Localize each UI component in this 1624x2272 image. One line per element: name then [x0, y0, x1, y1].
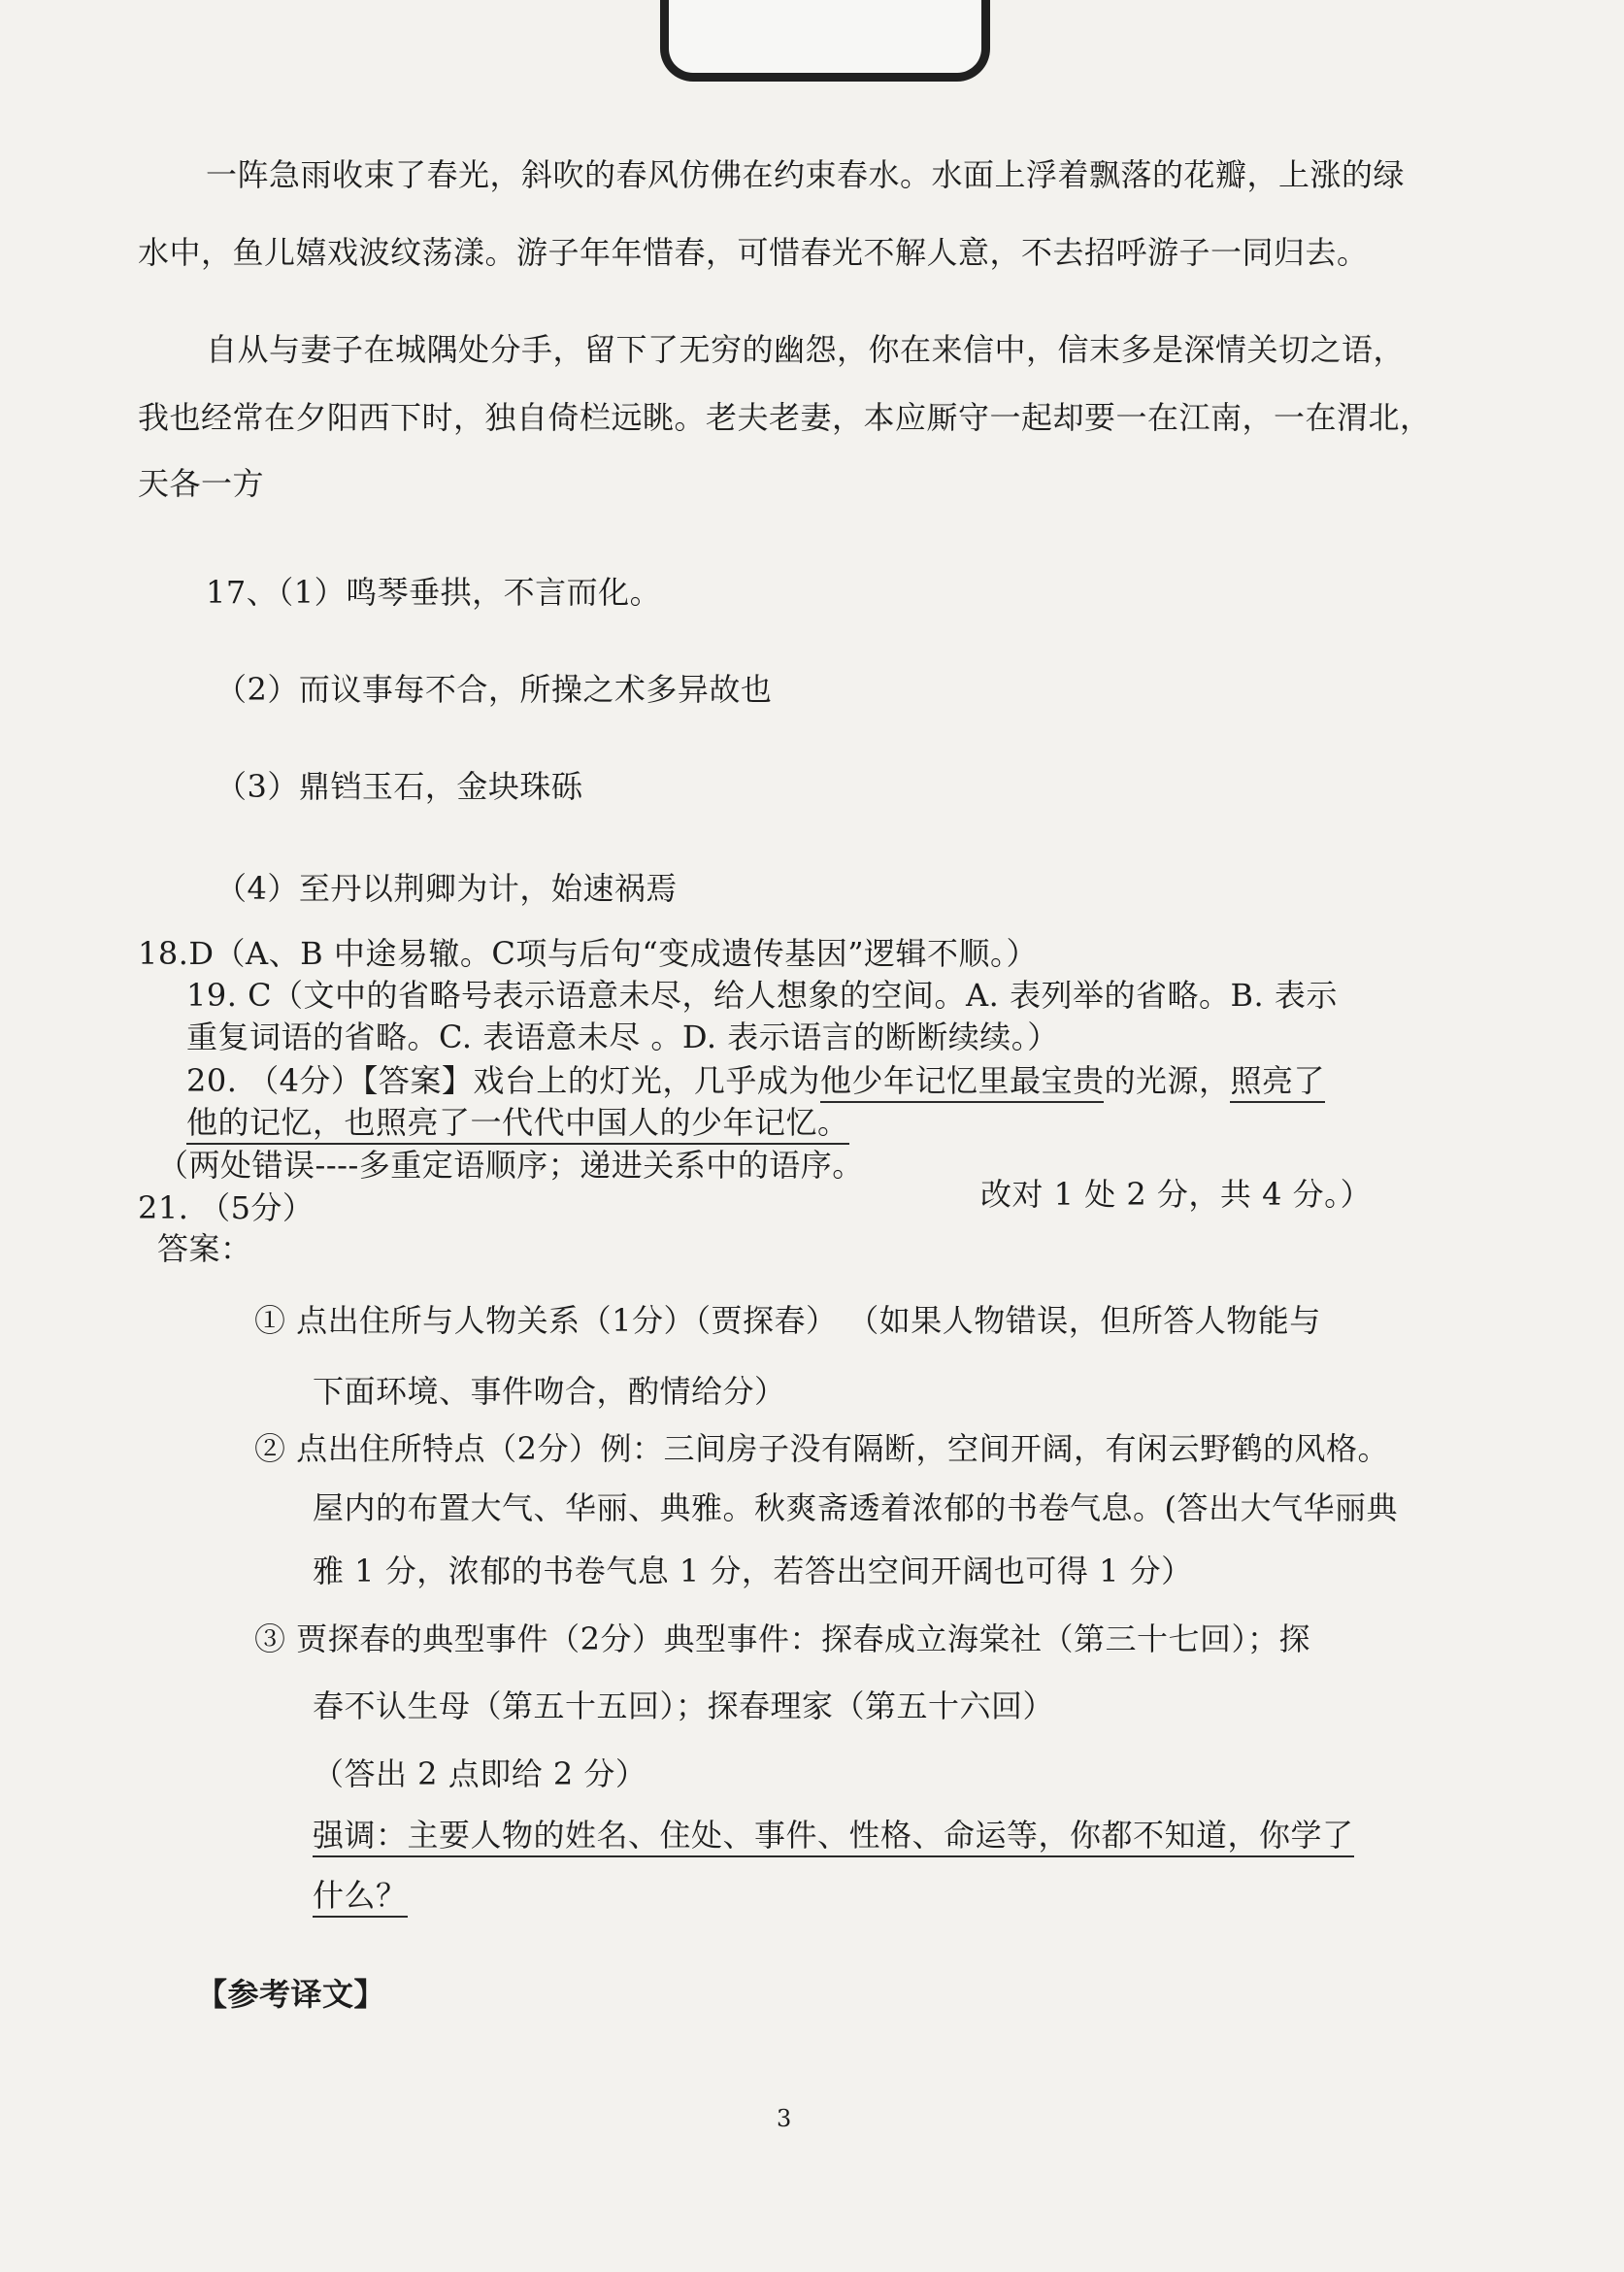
q21-item1-line2: 下面环境、事件吻合，酌情给分）: [313, 1373, 786, 1410]
q20-mid: 的光源，: [1104, 1062, 1231, 1099]
q19-line1: 19. C（文中的省略号表示语意未尽，给人想象的空间。A. 表列举的省略。B. 表示: [186, 977, 1338, 1014]
q17-item2: （2）而议事每不合，所操之术多异故也: [215, 671, 773, 708]
q21-emphasis-line1: [313, 1816, 1354, 1854]
q17-item4: （4）至丹以荆卿为计，始速祸焉: [215, 870, 678, 907]
translation-p2-line3: 天各一方: [138, 465, 265, 502]
q17-item1: 17、（1）鸣琴垂拱，不言而化。: [206, 574, 662, 611]
q20-note: （两处错误----多重定语顺序；递进关系中的语序。: [157, 1147, 864, 1184]
q21-heading: 21. （5分）: [138, 1189, 315, 1226]
q20-prefix: 20. （4分）【答案】戏台上的灯光，几乎成为: [186, 1062, 820, 1099]
q21-item3-line2: 春不认生母（第五十五回）；探春理家（第五十六回）: [313, 1687, 1055, 1724]
q20-line3: [157, 1146, 864, 1185]
translation-p1-line1: 一阵急雨收束了春光，斜吹的春风仿佛在约束春水。水面上浮着飘落的花瓣，上涨的绿: [206, 156, 1406, 193]
q19-line2: 重复词语的省略。C. 表语意未尽 。D. 表示语言的断断续续。）: [186, 1019, 1059, 1055]
q20-underline-2: 照亮了: [1230, 1062, 1325, 1103]
q20-line1: [186, 1061, 1325, 1100]
q20-underline-1: 他少年记忆里最宝贵: [820, 1062, 1105, 1103]
q21-item2-line2: 屋内的布置大气、华丽、典雅。秋爽斋透着浓郁的书卷气息。(答出大气华丽典: [313, 1489, 1398, 1526]
translation-p2-line2: 我也经常在夕阳西下时，独自倚栏远眺。老夫老妻，本应厮守一起却要一在江南，一在渭北，: [138, 399, 1432, 436]
q20-line2: [186, 1103, 849, 1142]
translation-p1-line2: 水中，鱼儿嬉戏波纹荡漾。游子年年惜春，可惜春光不解人意，不去招呼游子一同归去。: [138, 234, 1369, 271]
q20-scoring: 改对 1 处 2 分，共 4 分。）: [980, 1176, 1373, 1213]
q21-emphasis-underline-2: 什么？: [313, 1877, 408, 1918]
q18-answer: 18.D（A、B 中途易辙。C项与后句“变成遗传基因”逻辑不顺。）: [138, 935, 1039, 972]
q17-item3: （3）鼎铛玉石，金块珠砾: [215, 768, 583, 805]
q20-underline-3: 他的记忆，也照亮了一代代中国人的少年记忆。: [186, 1104, 849, 1145]
translation-p2-line1: 自从与妻子在城隅处分手，留下了无穷的幽怨，你在来信中，信末多是深情关切之语，: [206, 331, 1406, 368]
q21-item3-line3: （答出 2 点即给 2 分）: [313, 1755, 647, 1792]
q21-emphasis-line2: [313, 1876, 408, 1915]
q21-item2-line3: 雅 1 分，浓郁的书卷气息 1 分，若答出空间开阔也可得 1 分）: [313, 1553, 1193, 1589]
q21-answer-label: 答案：: [157, 1230, 252, 1267]
q21-item3-line1: ③ 贾探春的典型事件（2分）典型事件：探春成立海棠社（第三十七回）；探: [254, 1620, 1311, 1657]
q21-emphasis-underline-1: 强调：主要人物的姓名、住处、事件、性格、命运等，你都不知道，你学了: [313, 1817, 1354, 1857]
binder-clip: [660, 0, 990, 82]
q21-item1-line1: ① 点出住所与人物关系（1分）（贾探春） （如果人物错误，但所答人物能与: [254, 1302, 1321, 1339]
reference-translation-heading: 【参考译文】: [196, 1976, 386, 2013]
page-number: 3: [777, 2105, 792, 2132]
q21-item2-line1: ② 点出住所特点（2分）例：三间房子没有隔断，空间开阔，有闲云野鹤的风格。: [254, 1430, 1390, 1467]
